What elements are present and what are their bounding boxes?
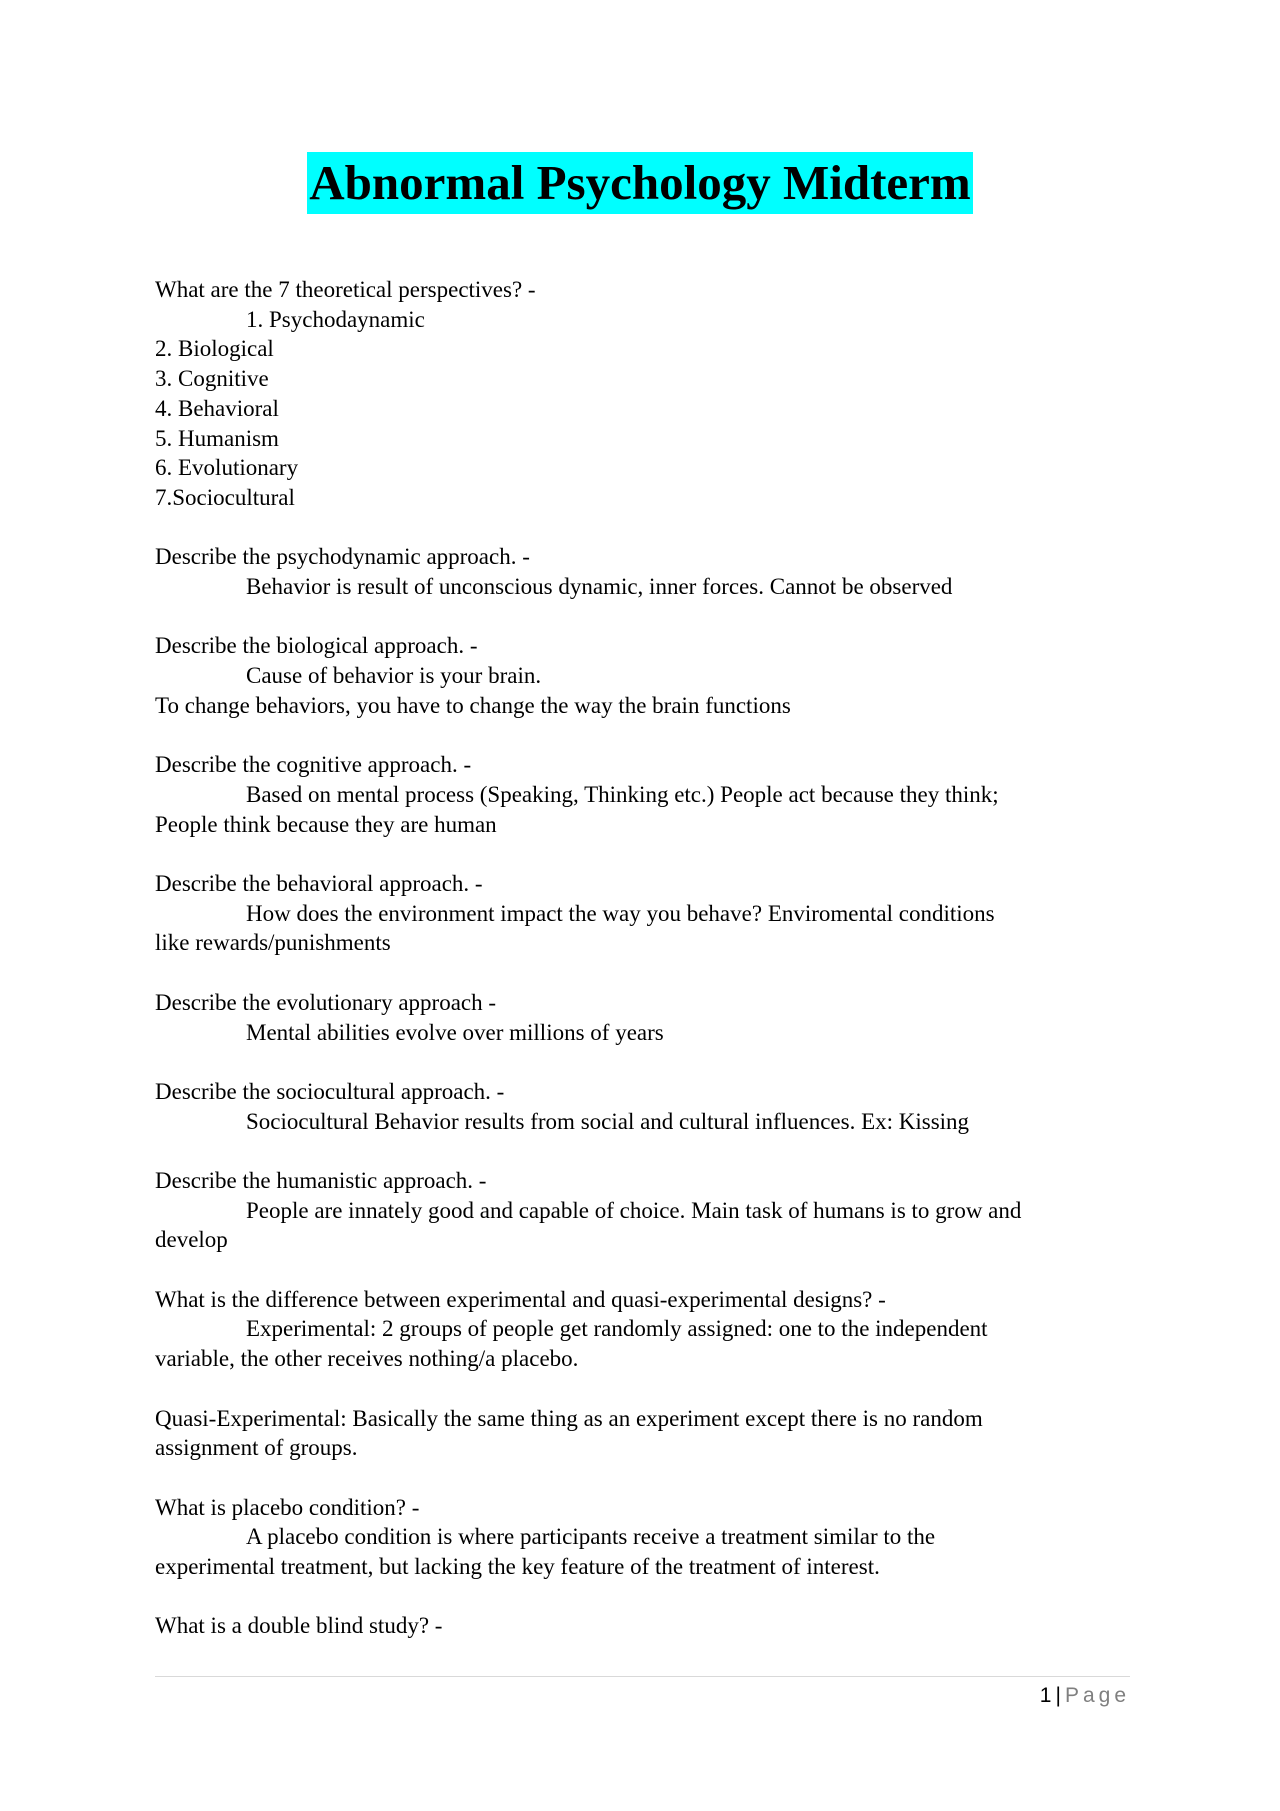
block-spacer [155,721,1135,751]
question-text: Describe the sociocultural approach. - [155,1078,505,1104]
footer-separator: | [1055,1684,1061,1707]
block-spacer [155,839,1135,869]
block-spacer [155,513,1135,543]
answer-continuation: People think because they are human [155,811,497,837]
answer-text: Experimental: 2 groups of people get randomly assigned: one to the independent [246,1316,988,1342]
question-text: Describe the evolutionary approach - [155,989,497,1015]
question-text: What is the difference between experimental and quasi-experimental designs? - [155,1286,886,1312]
answer-text: 1. Psychodaynamic [246,306,425,332]
page-footer [1040,1684,1130,1708]
answer-text: Cause of behavior is your brain. [246,663,542,689]
answer-continuation: variable, the other receives nothing/a placebo. [155,1346,579,1372]
answer-text: How does the environment impact the way you behave? Enviromental conditions [246,900,995,926]
answer-text: Behavior is result of unconscious dynamic, inner forces. Cannot be observed [246,574,953,600]
answer-text: Based on mental process (Speaking, Thinking etc.) People act because they think; [246,781,999,807]
block-spacer [155,1047,1135,1077]
answer-continuation: 7.Sociocultural [155,484,295,510]
page-number: 1 [1039,1684,1052,1707]
answer-continuation: 4. Behavioral [155,395,279,421]
question-text: What is a double blind study? - [155,1613,443,1639]
answer-continuation: experimental treatment, but lacking the key feature of the treatment of interest. [155,1554,880,1580]
answer-text: People are innately good and capable of choice. Main task of humans is to grow and [246,1197,1022,1223]
question-text: Describe the psychodynamic approach. - [155,544,530,570]
block-spacer [155,1582,1135,1612]
footer-divider [155,1676,1130,1677]
page-label: Page [1064,1684,1130,1707]
paragraph-spacer [155,1374,1135,1404]
answer-text: Mental abilities evolve over millions of years [246,1019,664,1045]
question-text: What is placebo condition? - [155,1494,420,1520]
page-title: Abnormal Psychology Midterm [307,152,972,214]
block-spacer [155,1255,1135,1285]
answer-continuation: To change behaviors, you have to change the way the brain functions [155,692,791,718]
question-text: Describe the biological approach. - [155,633,478,659]
question-text: What are the 7 theoretical perspectives? - [155,277,536,302]
block-spacer [155,1463,1135,1493]
question-text: Describe the behavioral approach. - [155,871,483,896]
answer-continuation: 2. Biological [155,336,274,362]
title-wrapper [0,152,1280,214]
answer-continuation: like rewards/punishments [155,930,391,956]
answer-continuation: assignment of groups. [155,1435,358,1461]
document-body [155,275,1135,1641]
block-spacer [155,1136,1135,1166]
answer-continuation: 3. Cognitive [155,366,269,392]
question-text: Describe the humanistic approach. - [155,1167,487,1193]
answer-continuation: 5. Humanism [155,425,279,451]
answer-continuation: develop [155,1227,228,1253]
answer-text: Sociocultural Behavior results from social and cultural influences. Ex: Kissing [246,1108,970,1134]
answer-continuation: 6. Evolutionary [155,455,299,481]
answer-continuation: Quasi-Experimental: Basically the same thing as an experiment except there is no random [155,1405,983,1431]
block-spacer [155,602,1135,632]
question-text: Describe the cognitive approach. - [155,752,472,778]
block-spacer [155,958,1135,988]
answer-text: A placebo condition is where participants receive a treatment similar to the [246,1524,936,1550]
